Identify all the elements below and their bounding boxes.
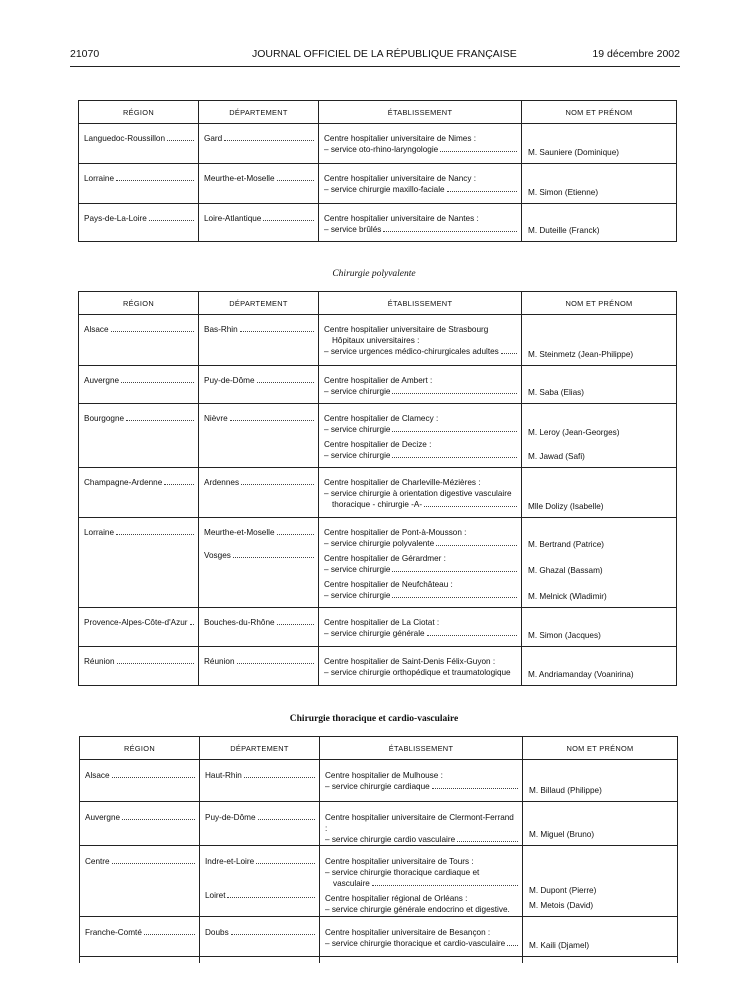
service-cell: – service chirurgie générale endocrino et digestive. [325,905,510,914]
etablissement-cell: Centre hospitalier de Saint-Denis Félix-Guyon : [324,657,496,666]
etablissement-cell: Centre hospitalier universitaire de Nancy : [324,174,476,183]
departement-cell: Loiret [205,891,226,900]
service-cell: – service chirurgie thoracique et cardio-vasculaire [325,939,506,948]
region-cell: Lorraine [84,528,115,537]
etablissement-cell: Centre hospitalier de Decize : [324,440,432,449]
departement-cell: Gard [204,134,223,143]
etablissement-cell: Centre hospitalier de Neufchâteau : [324,580,453,589]
departement-cell: Meurthe-et-Moselle [204,174,275,183]
region-cell: Pays-de-La-Loire [84,214,147,223]
service-cell: – service chirurgie thoracique cardiaque et [325,868,480,877]
service-cell: – service chirurgie générale [324,629,425,638]
departement-cell: Bouches-du-Rhône [204,618,275,627]
etablissement-cell: Centre hospitalier de Charleville-Mézières : [324,478,481,487]
table-row [79,124,677,164]
nom-cell: M. Duteille (Franck) [528,226,600,235]
table-header-row [80,737,678,760]
departement-cell: Réunion [204,657,235,666]
col-header-region: RÉGION [79,292,199,315]
table-row [79,204,677,242]
nom-cell: M. Simon (Etienne) [528,188,599,197]
table-chirurgie-thoracique [79,736,678,963]
nom-cell: M. Andriamanday (Voanirina) [528,670,634,679]
departement-cell: Indre-et-Loire [205,857,255,866]
table-row [80,802,678,846]
etablissement-cell: Centre hospitalier universitaire de Nimes : [324,134,476,143]
region-cell: Bourgogne [84,414,125,423]
etablissement-cell: Centre hospitalier universitaire de Nantes : [324,214,479,223]
table-row [80,760,678,802]
service-cell: – service chirurgie [324,425,391,434]
departement-cell: Ardennes [204,478,240,487]
table-row [79,404,677,468]
service-cell: – service chirurgie polyvalente [324,539,435,548]
service-cell: – service chirurgie maxillo-faciale [324,185,445,194]
nom-cell: M. Melnick (Wladimir) [528,592,607,601]
section-title-thoracique: Chirurgie thoracique et cardio-vasculaire [289,714,459,724]
region-cell: Provence-Alpes-Côte-d'Azur [84,618,188,627]
etablissement-cell: Centre hospitalier de La Ciotat : [324,618,440,627]
region-cell: Languedoc-Roussillon [84,134,166,143]
table-row [79,608,677,647]
region-cell: Lorraine [84,174,115,183]
service-cell: – service chirurgie [324,591,391,600]
etablissement-cell: Centre hospitalier de Clamecy : [324,414,439,423]
col-header-region: RÉGION [80,737,200,760]
nom-cell: M. Billaud (Philippe) [529,786,602,795]
service-cell-line2: thoracique - chirurgie -A- [332,500,423,509]
etablissement-cell: Centre hospitalier universitaire de Besançon : [325,928,491,937]
col-header-nom: NOM ET PRÉNOM [522,292,677,315]
page-date: 19 décembre 2002 [592,48,680,60]
col-header-etablissement: ÉTABLISSEMENT [319,292,522,315]
service-cell: – service urgences médico-chirurgicales adultes [324,347,499,356]
region-cell: Champagne-Ardenne [84,478,163,487]
page-header [70,46,680,64]
nom-cell: M. Kaili (Djamel) [529,941,590,950]
table-chirurgie-polyvalente [78,291,677,686]
region-cell: Franche-Comté [85,928,142,937]
table-row [79,164,677,204]
service-cell: – service chirurgie [324,387,391,396]
table-row [79,518,677,608]
region-cell: Alsace [84,325,109,334]
etablissement-cell: Centre hospitalier régional de Orléans : [325,894,468,903]
page-number: 21070 [70,48,100,60]
col-header-departement: DÉPARTEMENT [199,101,319,124]
table-row [79,647,677,686]
col-header-etablissement: ÉTABLISSEMENT [320,737,523,760]
etablissement-cell: Centre hospitalier universitaire de Clermont-Ferrand : [325,813,514,833]
service-cell: – service chirurgie [324,565,391,574]
col-header-departement: DÉPARTEMENT [199,292,319,315]
section-title-polyvalente: Chirurgie polyvalente [332,269,416,279]
col-header-etablissement: ÉTABLISSEMENT [319,101,522,124]
table-header-row [79,292,677,315]
table-row [79,366,677,404]
header-rule [70,66,680,67]
etablissement-cell: Centre hospitalier de Pont-à-Mousson : [324,528,467,537]
service-cell: – service brûlés [324,225,382,234]
departement-cell: Doubs [205,928,229,937]
region-cell: Auvergne [84,376,120,385]
nom-cell: Mlle Dolizy (Isabelle) [528,502,604,511]
table-header-row [79,101,677,124]
service-cell: – service oto-rhino-laryngologie [324,145,439,154]
table-row-continuation [80,957,678,963]
col-header-departement: DÉPARTEMENT [200,737,320,760]
departement-cell: Meurthe-et-Moselle [204,528,275,537]
service-cell: – service chirurgie [324,451,391,460]
journal-title: JOURNAL OFFICIEL DE LA RÉPUBLIQUE FRANÇAISE [252,48,517,60]
nom-cell: M. Ghazal (Bassam) [528,566,603,575]
service-cell: – service chirurgie cardio vasculaire [325,835,456,844]
service-cell: – service chirurgie à orientation digestive vasculaire [324,489,512,498]
etablissement-cell: Centre hospitalier de Gérardmer : [324,554,446,563]
etablissement-cell: Centre hospitalier de Ambert : [324,376,433,385]
service-cell-line2: vasculaire [333,879,370,888]
region-cell: Réunion [84,657,115,666]
service-cell: – service chirurgie cardiaque [325,782,430,791]
departement-cell: Haut-Rhin [205,771,242,780]
departement-cell: Vosges [204,551,231,560]
departement-cell: Loire-Atlantique [204,214,262,223]
nom-cell: M. Saba (Elias) [528,388,584,397]
region-cell: Centre [85,857,110,866]
nom-cell: M. Dupont (Pierre) [529,886,597,895]
etablissement-cell-line2: Hôpitaux universitaires : [332,336,420,345]
nom-cell: M. Jawad (Safi) [528,452,585,461]
etablissement-cell: Centre hospitalier universitaire de Strasbourg [324,325,489,334]
departement-cell: Puy-de-Dôme [205,813,256,822]
service-cell: – service chirurgie orthopédique et traumatologique [324,668,511,677]
col-header-nom: NOM ET PRÉNOM [523,737,678,760]
nom-cell: M. Leroy (Jean-Georges) [528,428,620,437]
col-header-region: RÉGION [79,101,199,124]
nom-cell: M. Steinmetz (Jean-Philippe) [528,350,634,359]
table-row [79,315,677,366]
nom-cell: M. Metois (David) [529,901,594,910]
departement-cell: Bas-Rhin [204,325,238,334]
nom-cell: M. Miguel (Bruno) [529,830,595,839]
table-row [80,917,678,957]
nom-cell: M. Bertrand (Patrice) [528,540,604,549]
nom-cell: M. Sauniere (Dominique) [528,148,620,157]
table-specialties [78,100,677,242]
departement-cell: Nièvre [204,414,228,423]
departement-cell: Puy-de-Dôme [204,376,255,385]
table-row [79,468,677,518]
nom-cell: M. Simon (Jacques) [528,631,601,640]
table-row [80,846,678,917]
etablissement-cell: Centre hospitalier de Mulhouse : [325,771,443,780]
region-cell: Alsace [85,771,110,780]
col-header-nom: NOM ET PRÉNOM [522,101,677,124]
etablissement-cell: Centre hospitalier universitaire de Tours : [325,857,474,866]
region-cell: Auvergne [85,813,121,822]
